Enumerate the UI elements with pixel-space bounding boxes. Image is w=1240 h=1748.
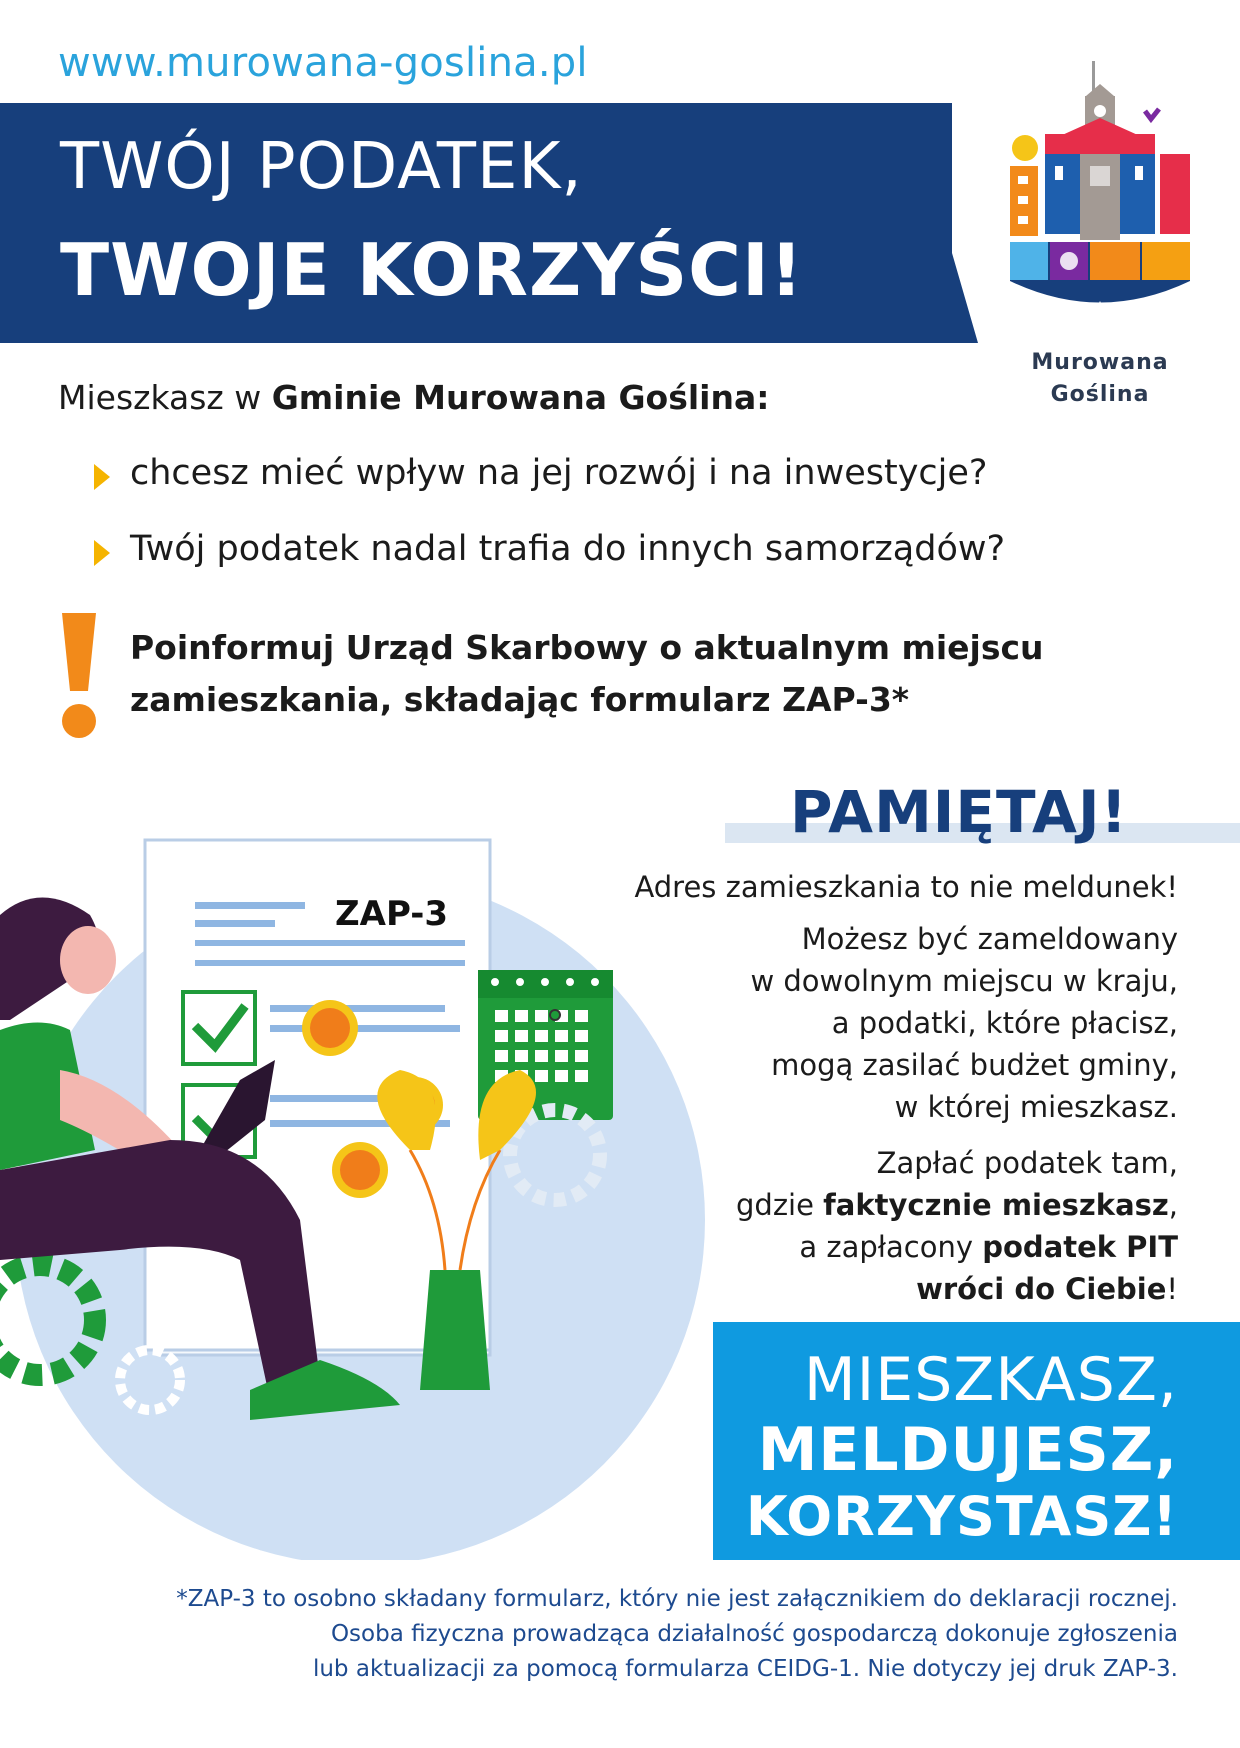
remember-p3-text: ! [1166, 1272, 1178, 1306]
remember-paragraph-3 [736, 1142, 1178, 1310]
title-line-1: TWÓJ PODATEK, [60, 130, 583, 204]
bullet-item-2: Twój podatek nadal trafia do innych samorządów? [130, 529, 1006, 569]
remember-p3-emphasis: faktycznie mieszkasz [823, 1188, 1169, 1222]
remember-p3-text: gdzie [736, 1188, 824, 1222]
bullet-item-1: chcesz mieć wpływ na jej rozwój i na inwestycje? [130, 453, 988, 493]
callout-line-2: zamieszkania, składając formularz ZAP-3* [130, 680, 910, 719]
footnote-line-2: Osoba fizyczna prowadząca działalność gospodarczą dokonuje zgłoszenia [330, 1621, 1178, 1647]
slogan-line-3: KORZYSTASZ! [745, 1485, 1178, 1548]
bullet-arrow-icon [92, 462, 112, 492]
person-filling-form-illustration [0, 820, 720, 1560]
footnote-line-3: lub aktualizacji za pomocą formularza CEIDG-1. Nie dotyczy jej druk ZAP-3. [312, 1656, 1178, 1682]
intro-text [58, 378, 769, 417]
website-url[interactable]: www.murowana-goslina.pl [58, 40, 588, 86]
remember-p3-emphasis: wróci do Ciebie [916, 1272, 1167, 1306]
remember-p2-line: w której mieszkasz. [894, 1090, 1178, 1124]
remember-p3-emphasis: podatek PIT [982, 1230, 1178, 1264]
remember-p2-line: Możesz być zameldowany [801, 922, 1178, 956]
remember-p3-line-1: Zapłać podatek tam, [876, 1146, 1178, 1180]
form-label: ZAP-3 [335, 894, 449, 934]
footnote-line-1: *ZAP-3 to osobno składany formularz, który nie jest załącznikiem do deklaracji rocznej. [176, 1586, 1178, 1612]
remember-p2-line: a podatki, które płacisz, [831, 1006, 1178, 1040]
slogan-line-1: MIESZKASZ, [803, 1345, 1178, 1415]
town-hall-logo-icon [1000, 56, 1200, 346]
remember-paragraph-2 [750, 918, 1178, 1128]
exclamation-icon [58, 613, 100, 743]
remember-p3-text: a zapłacony [799, 1230, 983, 1264]
bullet-arrow-icon [92, 538, 112, 568]
slogan-line-2: MELDUJESZ, [757, 1415, 1178, 1485]
logo-name-line-2: Goślina [1050, 382, 1150, 407]
callout-line-1: Poinformuj Urząd Skarbowy o aktualnym miejscu [130, 628, 1044, 667]
callout-text [130, 622, 1170, 726]
remember-paragraph-1: Adres zamieszkania to nie meldunek! [634, 870, 1178, 904]
title-line-2: TWOJE KORZYŚCI! [60, 228, 804, 312]
remember-heading: PAMIĘTAJ! [790, 778, 1128, 846]
footnote [18, 1582, 1178, 1687]
intro-lead: Mieszkasz w [58, 378, 272, 417]
logo-name-line-1: Murowana [1031, 350, 1169, 375]
remember-p2-line: w dowolnym miejscu w kraju, [750, 964, 1178, 998]
remember-p2-line: mogą zasilać budżet gminy, [771, 1048, 1178, 1082]
remember-p3-text: , [1168, 1188, 1178, 1222]
intro-lead-bold: Gminie Murowana Goślina: [271, 378, 770, 417]
